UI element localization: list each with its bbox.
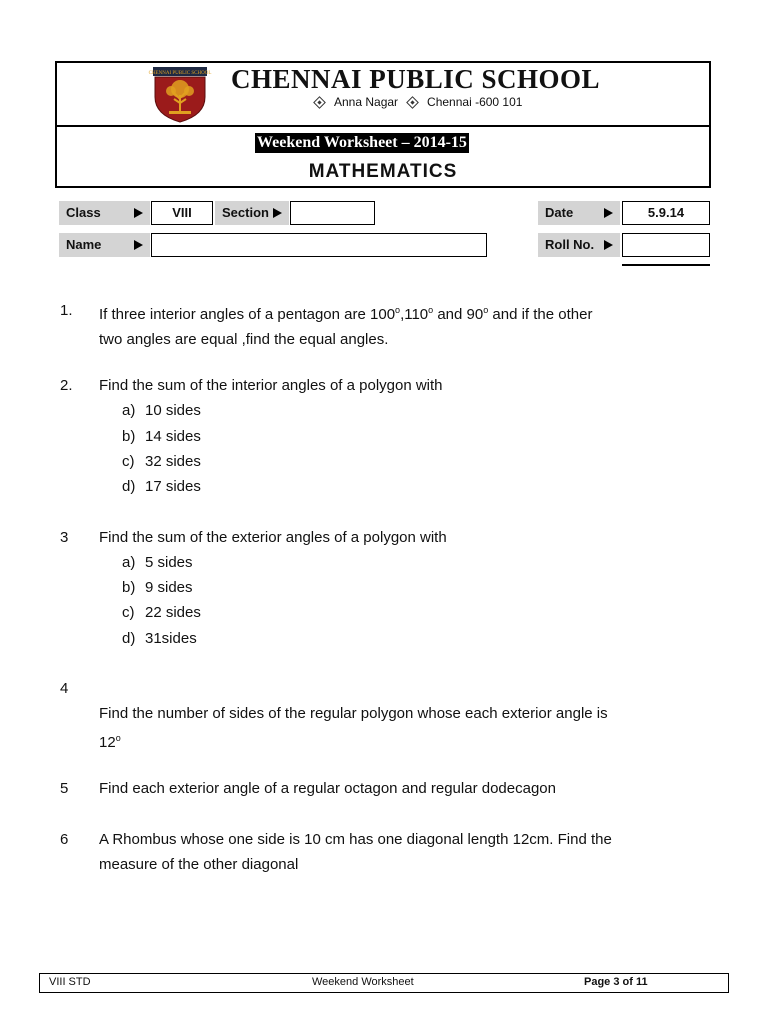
question-text: A Rhombus whose one side is 10 cm has one diagonal length 12cm. Find the measure of the other diagonal	[99, 831, 612, 873]
footer-class: VIII STD	[49, 976, 91, 988]
option-item: c) 32 sides	[122, 453, 201, 470]
address-locality: Anna Nagar	[334, 95, 399, 109]
divider-line	[622, 264, 710, 266]
footer-page-number: Page 3 of 11	[584, 976, 648, 988]
svg-text:CHENNAI PUBLIC SCHOOL: CHENNAI PUBLIC SCHOOL	[148, 71, 212, 76]
option-item: b) 14 sides	[122, 428, 201, 445]
question-number: 1.	[60, 302, 73, 319]
option-item: d) 31sides	[122, 630, 197, 647]
header-top-section	[57, 63, 709, 127]
date-field[interactable]: 5.9.14	[622, 201, 710, 225]
question-text: Find the sum of the interior angles of a polygon with	[99, 377, 443, 394]
footer-title: Weekend Worksheet	[312, 976, 414, 988]
option-item: b) 9 sides	[122, 579, 193, 596]
address-city: Chennai -600 101	[427, 95, 523, 109]
option-item: c) 22 sides	[122, 604, 201, 621]
arrow-right-icon	[134, 208, 143, 218]
question-number: 2.	[60, 377, 73, 394]
section-label: Section	[215, 201, 289, 225]
date-label: Date	[538, 201, 620, 225]
question-text: Find the number of sides of the regular polygon whose each exterior angle is 12$^o$	[99, 705, 608, 751]
roll-no-label: Roll No.	[538, 233, 620, 257]
school-name: CHENNAI PUBLIC SCHOOL	[231, 64, 601, 94]
question-text: If three interior angles of a pentagon are 100$^o$,110$^o$ and 90$^o$ and if the other two angles are equal ,find the equal angles.	[99, 305, 593, 348]
roll-no-field[interactable]	[622, 233, 710, 257]
question-text: Find the sum of the exterior angles of a polygon with	[99, 529, 447, 546]
name-field[interactable]	[151, 233, 487, 257]
arrow-right-icon	[273, 208, 282, 218]
school-header	[55, 61, 711, 188]
diamond-bullet-icon	[313, 96, 326, 109]
question-number: 5	[60, 780, 69, 797]
arrow-right-icon	[134, 240, 143, 250]
worksheet-title: Weekend Worksheet – 2014-15	[257, 134, 467, 151]
arrow-right-icon	[604, 240, 613, 250]
page-footer	[39, 973, 729, 993]
subject-title: MATHEMATICS	[308, 161, 458, 182]
option-item: a) 10 sides	[122, 402, 201, 419]
class-label: Class	[59, 201, 150, 225]
question-number: 4	[60, 680, 69, 697]
option-item: a) 5 sides	[122, 554, 193, 571]
arrow-right-icon	[604, 208, 613, 218]
school-address	[311, 95, 522, 109]
option-item: d) 17 sides	[122, 478, 201, 495]
section-field[interactable]	[290, 201, 375, 225]
question-number: 3	[60, 529, 69, 546]
question-text: Find each exterior angle of a regular octagon and regular dodecagon	[99, 780, 556, 797]
name-label: Name	[59, 233, 150, 257]
class-field[interactable]: VIII	[151, 201, 213, 225]
school-crest-logo	[148, 67, 212, 123]
question-number: 6	[60, 831, 69, 848]
diamond-bullet-icon	[406, 96, 419, 109]
